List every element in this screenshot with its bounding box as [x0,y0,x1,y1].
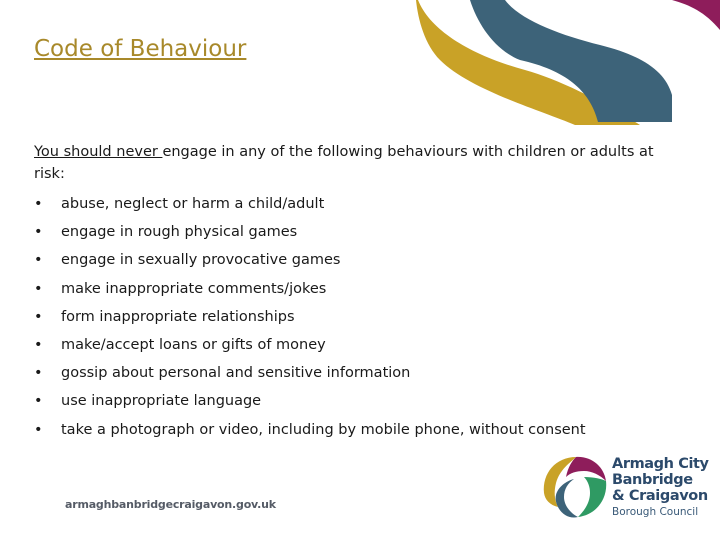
bullet-icon: • [34,336,43,353]
list-item-text: form inappropriate relationships [61,308,295,325]
bullet-icon: • [34,252,43,269]
behaviour-list [34,190,586,444]
purple-swoosh [672,0,720,30]
list-item [34,359,586,387]
logo-white-center [566,479,588,509]
list-item-text: abuse, neglect or harm a child/adult [61,196,325,212]
bullet-icon: • [34,224,43,241]
bullet-icon: • [34,280,43,297]
list-item-text: make inappropriate comments/jokes [61,280,327,297]
bullet-icon: • [34,365,43,382]
council-logo-icon [540,453,608,519]
bullet-icon: • [34,308,43,325]
footer-url: armaghbanbridgecraigavon.gov.uk [65,498,276,511]
bullet-icon: • [34,393,43,410]
bullet-icon: • [34,421,43,438]
list-item [34,387,586,415]
list-item-text: take a photograph or video, including by mobile phone, without consent [61,421,586,438]
bullet-icon: • [34,196,43,212]
list-item-text: engage in rough physical games [61,224,298,241]
intro-text [34,141,674,185]
page-title: Code of Behaviour [34,36,247,62]
list-item [34,190,586,218]
list-item [34,416,586,444]
list-item [34,246,586,274]
logo-line-3: & Craigavon [612,488,708,504]
list-item [34,331,586,359]
intro-rest: engage in any of the following behaviours with children or adults at risk: [34,144,654,182]
list-item [34,218,586,246]
council-logo-text [612,456,709,520]
list-item-text: gossip about personal and sensitive information [61,365,411,382]
list-item [34,275,586,303]
intro-emphasis: You should never [34,144,163,160]
list-item [34,303,586,331]
logo-line-4: Borough Council [612,506,699,518]
list-item-text: use inappropriate language [61,393,262,410]
logo-line-2: Banbridge [612,472,693,488]
list-item-text: engage in sexually provocative games [61,252,341,269]
logo-line-1: Armagh City [612,456,709,472]
list-item-text: make/accept loans or gifts of money [61,336,326,353]
decorative-swoosh-graphic [0,0,720,130]
